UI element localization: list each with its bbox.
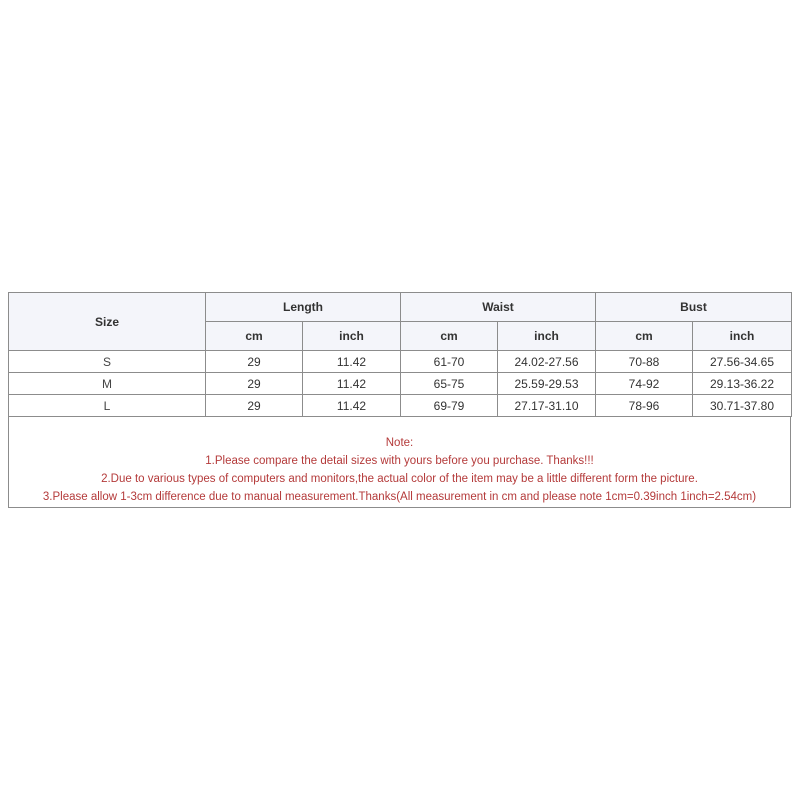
- size-column-header: Size: [9, 293, 206, 351]
- length-inch-cell: 11.42: [303, 373, 401, 395]
- waist-inch-cell: 24.02-27.56: [498, 351, 596, 373]
- bust-header: Bust: [596, 293, 792, 322]
- waist-inch-header: inch: [498, 322, 596, 351]
- bust-cm-cell: 74-92: [596, 373, 693, 395]
- note-line-3: 3.Please allow 1-3cm difference due to manual measurement.Thanks(All measurement in cm and please note 1cm=0.39inch 1inch=2.54cm): [42, 491, 757, 503]
- length-inch-cell: 11.42: [303, 351, 401, 373]
- table-row: [9, 351, 792, 373]
- length-cm-cell: 29: [206, 373, 303, 395]
- table-row: [9, 373, 792, 395]
- bust-cm-cell: 78-96: [596, 395, 693, 417]
- length-inch-header: inch: [303, 322, 401, 351]
- size-chart: [8, 292, 792, 508]
- waist-cm-cell: 69-79: [401, 395, 498, 417]
- note-line-1: 1.Please compare the detail sizes with yours before you purchase. Thanks!!!: [205, 455, 594, 467]
- waist-cm-cell: 61-70: [401, 351, 498, 373]
- bust-inch-cell: 27.56-34.65: [693, 351, 792, 373]
- bust-inch-header: inch: [693, 322, 792, 351]
- waist-header: Waist: [401, 293, 596, 322]
- length-cm-cell: 29: [206, 395, 303, 417]
- waist-cm-header: cm: [401, 322, 498, 351]
- bust-cm-cell: 70-88: [596, 351, 693, 373]
- bust-cm-header: cm: [596, 322, 693, 351]
- size-cell: S: [9, 351, 206, 373]
- length-header: Length: [206, 293, 401, 322]
- size-table: [8, 292, 792, 417]
- size-cell: M: [9, 373, 206, 395]
- notes-box: [8, 417, 791, 508]
- notes-title: Note:: [385, 437, 414, 449]
- waist-cm-cell: 65-75: [401, 373, 498, 395]
- waist-inch-cell: 27.17-31.10: [498, 395, 596, 417]
- bust-inch-cell: 29.13-36.22: [693, 373, 792, 395]
- length-cm-header: cm: [206, 322, 303, 351]
- note-line-2: 2.Due to various types of computers and monitors,the actual color of the item may be a little different form the picture.: [101, 473, 698, 485]
- size-cell: L: [9, 395, 206, 417]
- waist-inch-cell: 25.59-29.53: [498, 373, 596, 395]
- table-row: [9, 395, 792, 417]
- header-row-groups: [9, 293, 792, 322]
- length-inch-cell: 11.42: [303, 395, 401, 417]
- bust-inch-cell: 30.71-37.80: [693, 395, 792, 417]
- length-cm-cell: 29: [206, 351, 303, 373]
